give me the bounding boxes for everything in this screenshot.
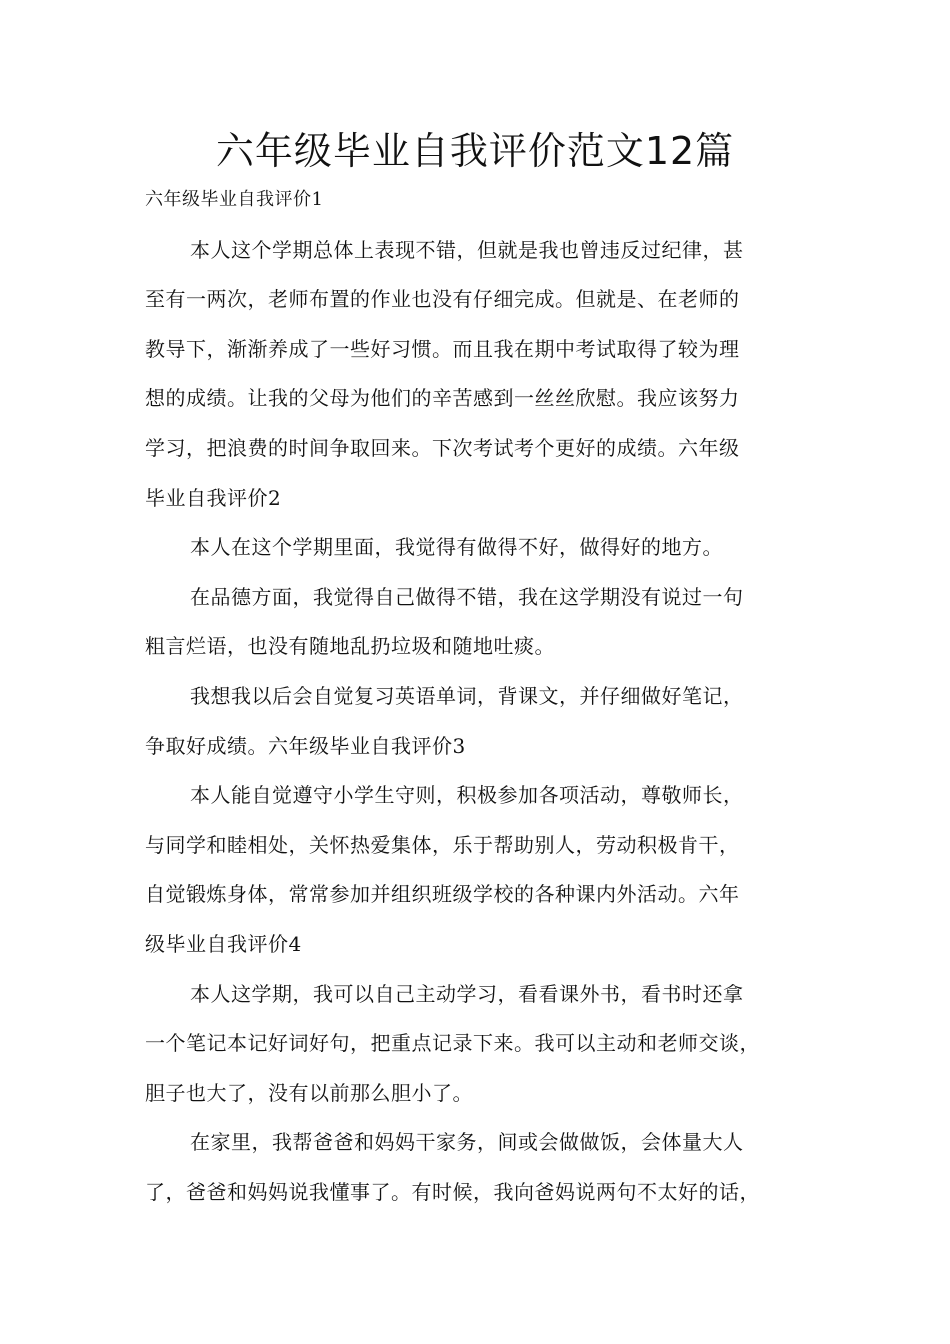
text-line: 自觉锻炼身体，常常参加并组织班级学校的各种课内外活动。六年 <box>145 882 740 907</box>
text-line: 学习，把浪费的时间争取回来。下次考试考个更好的成绩。六年级 <box>145 435 740 460</box>
text-line: 毕业自我评价2 <box>145 485 282 510</box>
text-line: 本人这个学期总体上表现不错，但就是我也曾违反过纪律，甚 <box>190 237 744 262</box>
text-line: 想的成绩。让我的父母为他们的辛苦感到一丝丝欣慰。我应该努力 <box>145 386 740 411</box>
document-body <box>145 184 810 1225</box>
text-line: 我想我以后会自觉复习英语单词，背课文，并仔细做好笔记， <box>190 683 744 708</box>
text-line: 教导下，渐渐养成了一些好习惯。而且我在期中考试取得了较为理 <box>145 336 740 361</box>
text-line: 级毕业自我评价4 <box>145 931 302 956</box>
text-line: 与同学和睦相处，关怀热爱集体，乐于帮助别人，劳动积极肯干， <box>145 832 740 857</box>
document-title: 六年级毕业自我评价范文12篇 <box>215 129 735 173</box>
section-heading: 六年级毕业自我评价1 <box>145 189 324 210</box>
text-line: 本人在这个学期里面，我觉得有做得不好，做得好的地方。 <box>190 535 723 560</box>
text-line: 了，爸爸和妈妈说我懂事了。有时候，我向爸妈说两句不太好的话， <box>145 1179 760 1204</box>
text-line: 在家里，我帮爸爸和妈妈干家务，间或会做做饭，会体量大人 <box>190 1130 744 1155</box>
text-line: 本人这学期，我可以自己主动学习，看看课外书，看书时还拿 <box>190 981 744 1006</box>
text-line: 本人能自觉遵守小学生守则，积极参加各项活动，尊敬师长， <box>190 783 744 808</box>
text-line: 至有一两次，老师布置的作业也没有仔细完成。但就是、在老师的 <box>145 287 740 312</box>
text-line: 粗言烂语，也没有随地乱扔垃圾和随地吐痰。 <box>145 634 555 659</box>
text-line: 一个笔记本记好词好句，把重点记录下来。我可以主动和老师交谈， <box>145 1031 760 1056</box>
text-line: 争取好成绩。六年级毕业自我评价3 <box>145 733 466 758</box>
text-line: 在品德方面，我觉得自己做得不错，我在这学期没有说过一句 <box>190 584 744 609</box>
text-line: 胆子也大了，没有以前那么胆小了。 <box>145 1080 473 1105</box>
